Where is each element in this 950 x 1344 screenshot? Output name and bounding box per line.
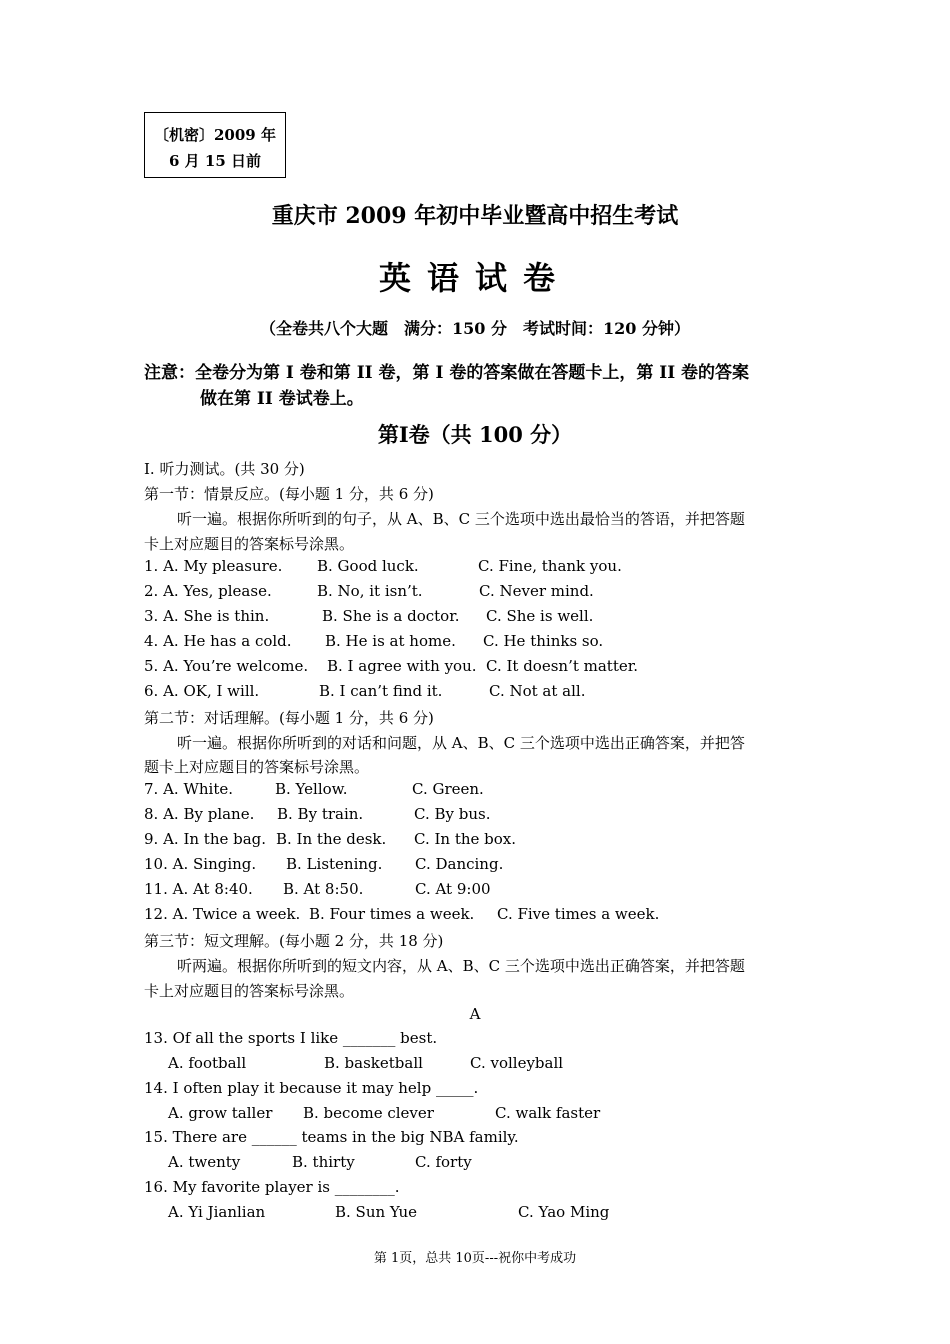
page-footer: 第 1页，总共 10页---祝你中考成功	[373, 1251, 577, 1266]
option-c: C. At 9:00	[415, 880, 491, 898]
option-a: 2. A. Yes, please.	[144, 582, 272, 600]
option-c: C. Five times a week.	[497, 905, 660, 923]
option-a: 1. A. My pleasure.	[144, 557, 283, 575]
question-stem: 14. I often play it because it may help _____.	[144, 1079, 479, 1097]
option-a: 8. A. By plane.	[144, 805, 255, 823]
section-heading: I. 听力测试。(共 30 分)	[144, 460, 305, 478]
option-b: B. She is a doctor.	[322, 607, 460, 625]
confidential-box	[144, 112, 286, 178]
option-b: B. Four times a week.	[309, 905, 475, 923]
question-stem: 15. There are ______ teams in the big NBA family.	[144, 1128, 519, 1146]
question-stem: 13. Of all the sports I like _______ best.	[144, 1029, 438, 1047]
option-c: C. By bus.	[414, 805, 491, 823]
option-b: B. thirty	[292, 1153, 355, 1171]
confidential-line-2: 6 月 15 日前	[169, 152, 261, 170]
sec1-instruction-1: 听一遍。根据你所听到的句子，从 A、B、C 三个选项中选出最恰当的答语，并把答题	[177, 510, 745, 528]
option-b: B. In the desk.	[276, 830, 387, 848]
option-a: 11. A. At 8:40.	[144, 880, 253, 898]
exam-title: 重庆市 2009 年初中毕业暨高中招生考试	[271, 203, 679, 229]
confidential-line-1: 〔机密〕2009 年	[154, 126, 276, 144]
option-a: 10. A. Singing.	[144, 855, 257, 873]
exam-info: （全卷共八个大题 满分：150 分 考试时间：120 分钟）	[260, 319, 690, 338]
option-b: B. I can’t find it.	[319, 682, 443, 700]
option-a: 5. A. You’re welcome.	[144, 657, 309, 675]
sec1-heading: 第一节：情景反应。(每小题 1 分，共 6 分)	[144, 485, 434, 503]
option-c: C. Never mind.	[479, 582, 594, 600]
option-a: A. Yi Jianlian	[168, 1203, 266, 1221]
option-b: B. I agree with you.	[327, 657, 477, 675]
option-b: B. Sun Yue	[335, 1203, 418, 1221]
option-c: C. He thinks so.	[483, 632, 604, 650]
sec3-instruction-2: 卡上对应题目的答案标号涂黑。	[144, 982, 355, 1000]
notice-line-2: 做在第 II 卷试卷上。	[200, 389, 364, 409]
sec2-instruction-2: 题卡上对应题目的答案标号涂黑。	[144, 758, 370, 776]
option-a: 9. A. In the bag.	[144, 830, 267, 848]
option-a: A. grow taller	[168, 1104, 273, 1122]
option-c: C. Yao Ming	[518, 1203, 610, 1221]
option-a: 4. A. He has a cold.	[144, 632, 292, 650]
option-b: B. basketball	[324, 1054, 423, 1072]
option-c: C. She is well.	[486, 607, 594, 625]
option-c: C. It doesn’t matter.	[486, 657, 639, 675]
option-b: B. At 8:50.	[283, 880, 364, 898]
option-a: 12. A. Twice a week.	[144, 905, 301, 923]
option-a: A. twenty	[168, 1153, 241, 1171]
option-a: 7. A. White.	[144, 780, 233, 798]
option-b: B. Listening.	[286, 855, 383, 873]
option-a: A. football	[168, 1054, 247, 1072]
option-b: B. By train.	[277, 805, 364, 823]
option-a: 3. A. She is thin.	[144, 607, 270, 625]
option-a: 6. A. OK, I will.	[144, 682, 260, 700]
subject-title: 英语试卷	[378, 259, 571, 297]
option-c: C. Not at all.	[489, 682, 586, 700]
option-b: B. become clever	[303, 1104, 434, 1122]
sec3-heading: 第三节：短文理解。(每小题 2 分，共 18 分)	[144, 932, 444, 950]
notice-line-1: 注意：全卷分为第 I 卷和第 II 卷，第 I 卷的答案做在答题卡上，第 II 卷的答案	[144, 363, 750, 383]
option-c: C. forty	[415, 1153, 472, 1171]
sec1-instruction-2: 卡上对应题目的答案标号涂黑。	[144, 535, 355, 553]
option-b: B. He is at home.	[325, 632, 456, 650]
option-b: B. Good luck.	[317, 557, 419, 575]
option-c: C. In the box.	[414, 830, 517, 848]
sec2-instruction-1: 听一遍。根据你所听到的对话和问题，从 A、B、C 三个选项中选出正确答案，并把答	[177, 734, 745, 752]
option-b: B. No, it isn’t.	[317, 582, 423, 600]
option-c: C. volleyball	[470, 1054, 564, 1072]
passage-label: A	[469, 1005, 481, 1023]
option-c: C. Dancing.	[415, 855, 504, 873]
option-c: C. Fine, thank you.	[478, 557, 622, 575]
option-b: B. Yellow.	[275, 780, 348, 798]
sec3-instruction-1: 听两遍。根据你所听到的短文内容，从 A、B、C 三个选项中选出正确答案，并把答题	[177, 957, 745, 975]
question-stem: 16. My favorite player is ________.	[144, 1178, 400, 1196]
option-c: C. walk faster	[495, 1104, 601, 1122]
option-c: C. Green.	[412, 780, 484, 798]
part-title: 第I卷（共 100 分）	[377, 422, 573, 447]
sec2-heading: 第二节：对话理解。(每小题 1 分，共 6 分)	[144, 709, 434, 727]
